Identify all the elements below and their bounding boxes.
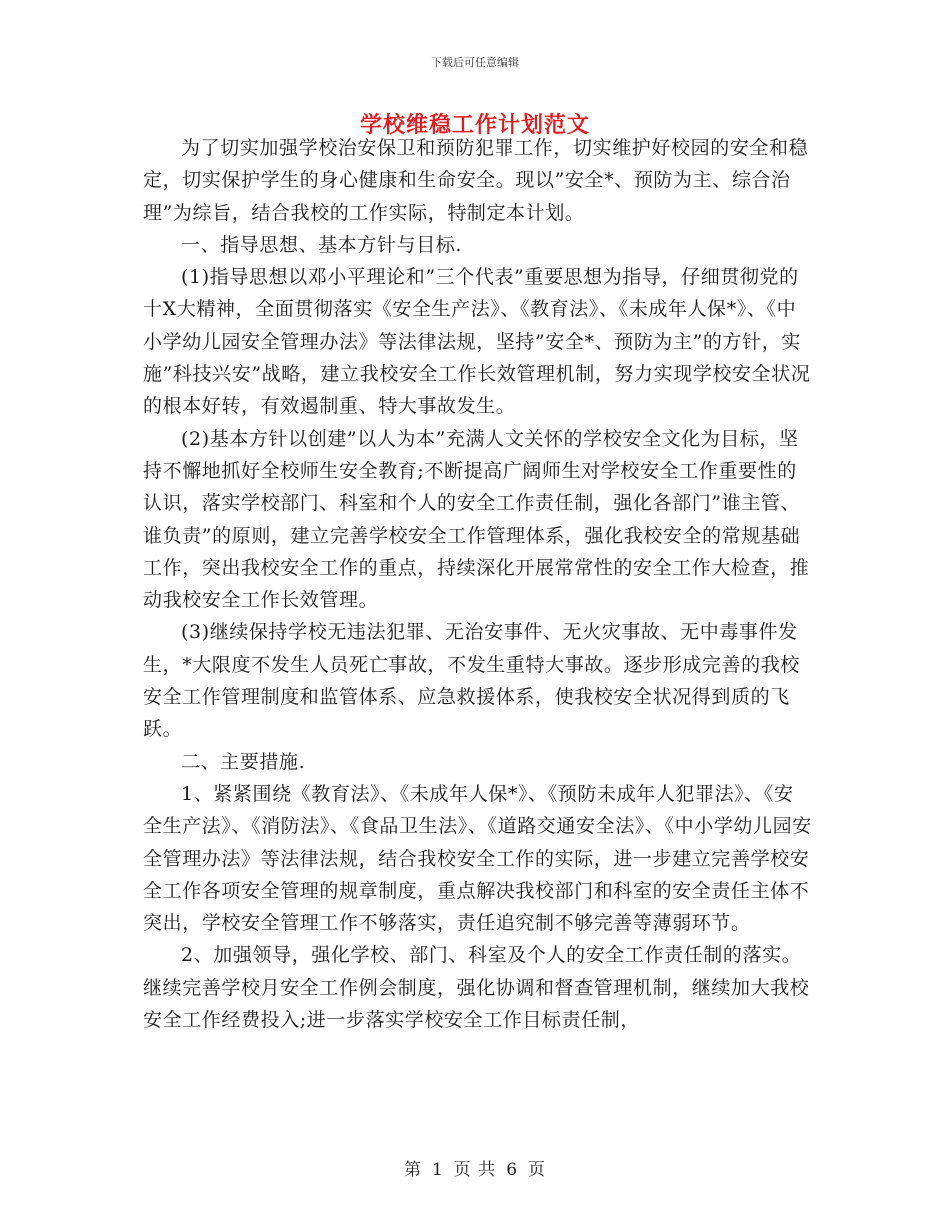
- section-heading-1: 一、指导思想、基本方针与目标.: [181, 233, 463, 256]
- footer-prefix: 第: [403, 1160, 422, 1180]
- footer-current-page: 1: [431, 1160, 444, 1180]
- document-title: 学校维稳工作计划范文: [359, 112, 590, 138]
- paragraph-basic-policy: (2)基本方针以创建”以人为本”充满人文关怀的学校安全文化为目标，坚持不懈地抓好全校师生安全教育;不断提高广阔师生对学校安全工作重要性的认识，落实学校部门、科室和个人的安全工作责任制，强化各部门”谁主管、谁负责”的原则，建立完善学校安全工作管理体系，强化我校安全的常规基础工作，突出我校安全工作的重点，持续深化开展常常性的安全工作大检查，推动我校安全工作长效管理。: [143, 427, 810, 612]
- paragraph-measure-1: 1、紧紧围绕《教育法》、《未成年人保*》、《预防未成年人犯罪法》、《安全生产法》、《消防法》、《食品卫生法》、《道路交通安全法》、《中小学幼儿园安全管理办法》等法律法规，结合我校安全工作的实际，进一步建立完善学校安全工作各项安全管理的规章制度，重点解决我校部门和科室的安全责任主体不突出，学校安全管理工作不够落实，责任追究制不够完善等薄弱环节。: [143, 782, 812, 935]
- page-footer: [0, 1155, 950, 1180]
- footer-mid: 页 共: [453, 1160, 497, 1180]
- footer-total-pages: 6: [506, 1160, 519, 1180]
- paragraph-guiding-thought: (1)指导思想以邓小平理论和”三个代表”重要思想为指导，仔细贯彻党的十X大精神，全面贯彻落实《安全生产法》、《教育法》、《未成年人保*》、《中小学幼儿园安全管理办法》等法律法规，坚持”安全*、预防为主”的方针，实施”科技兴安”战略，建立我校安全工作长效管理机制，努力实现学校安全状况的根本好转，有效遏制重、特大事故发生。: [143, 266, 811, 418]
- footer-suffix: 页: [528, 1160, 547, 1180]
- header-note: 下载后可任意编辑: [431, 56, 519, 69]
- section-heading-2: 二、主要措施.: [181, 750, 306, 773]
- paragraph-goals: (3)继续保持学校无违法犯罪、无治安事件、无火灾事故、无中毒事件发生，*大限度不发生人员死亡事故，不发生重特大事故。逐步形成完善的我校安全工作管理制度和监管体系、应急救援体系，使我校安全状况得到质的飞跃。: [143, 621, 800, 741]
- paragraph-measure-2: 2、加强领导，强化学校、部门、科室及个人的安全工作责任制的落实。继续完善学校月安全工作例会制度，强化协调和督查管理机制，继续加大我校安全工作经费投入;进一步落实学校安全工作目标责任制，: [143, 944, 810, 1032]
- document-body: [143, 132, 813, 1036]
- paragraph-intro: 为了切实加强学校治安保卫和预防犯罪工作，切实维护好校园的安全和稳定，切实保护学生的身心健康和生命安全。现以”安全*、预防为主、综合治理”为综旨，结合我校的工作实际，特制定本计划。: [143, 137, 809, 224]
